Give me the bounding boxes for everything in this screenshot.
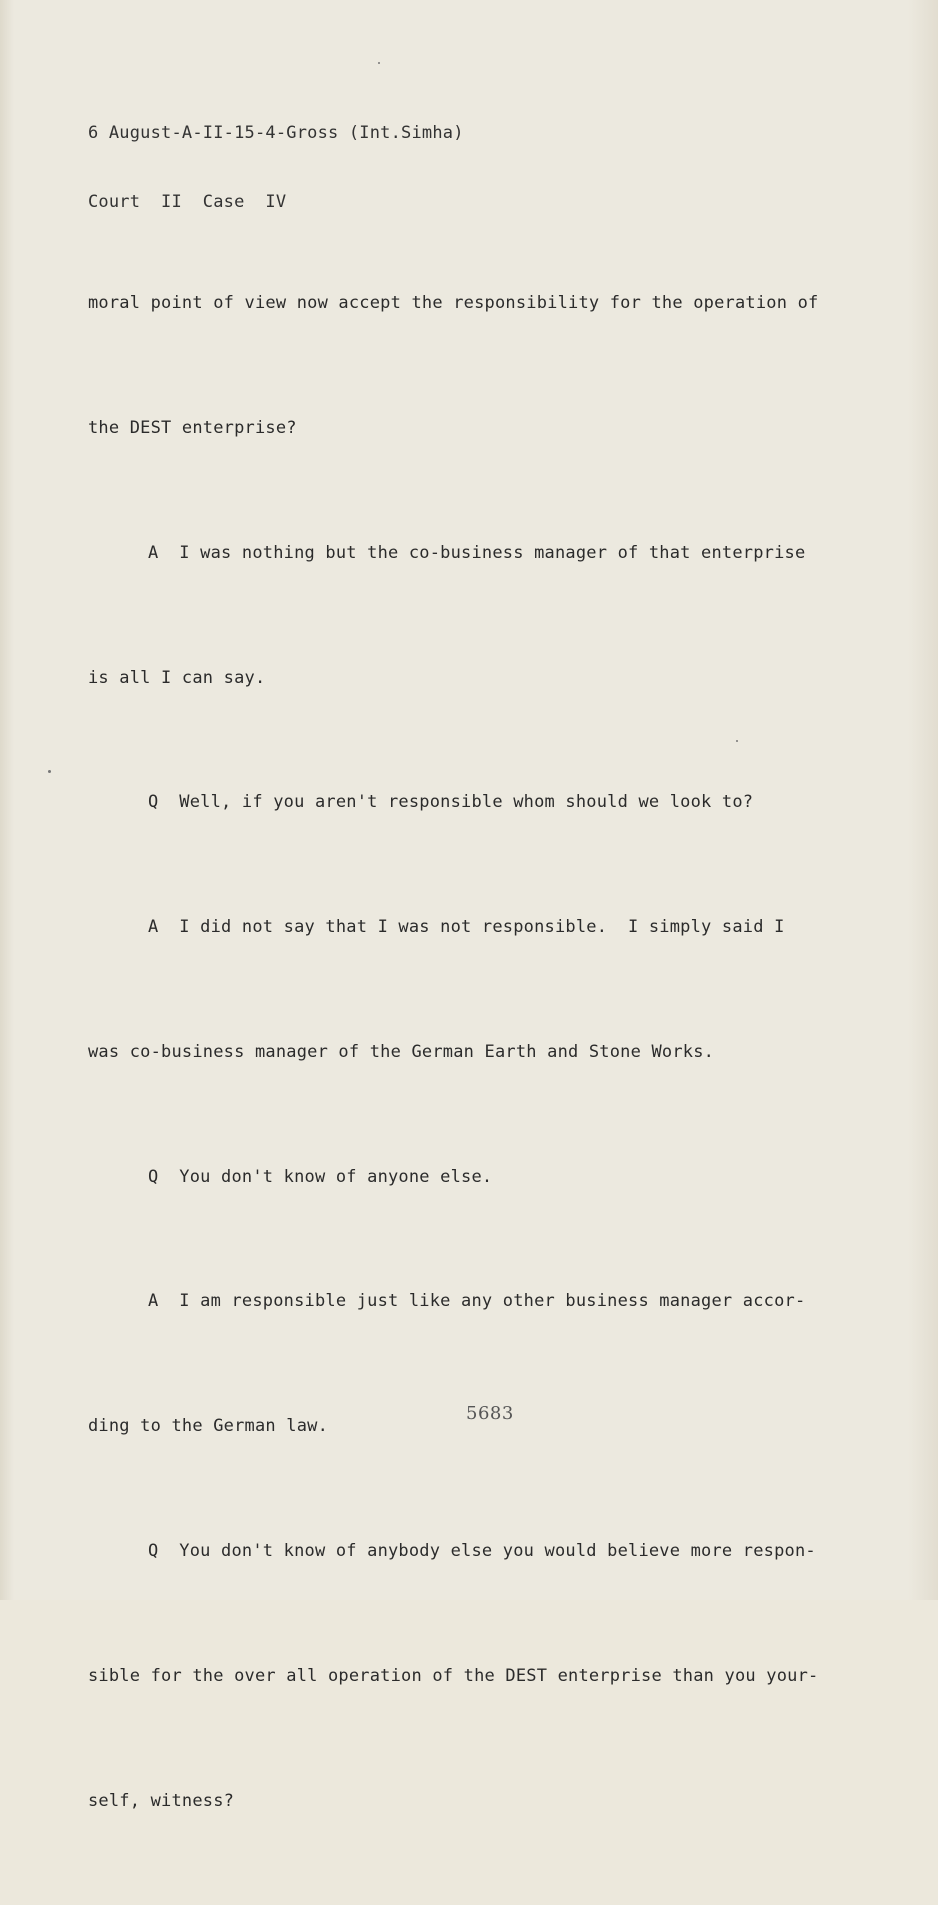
transcript-line-answer: A I am responsible just like any other business manager accor- xyxy=(148,1291,806,1312)
transcript-line: was co-business manager of the German Earth and Stone Works. xyxy=(88,1041,715,1062)
transcript-line: ding to the German law. xyxy=(88,1416,329,1437)
transcript-line: the DEST enterprise? xyxy=(88,417,297,438)
transcript-line: self, witness? xyxy=(88,1790,235,1811)
paper-speck xyxy=(378,62,380,64)
transcript-line-question: Q You don't know of anyone else. xyxy=(148,1166,493,1187)
transcript-line: sible for the over all operation of the DEST enterprise than you your- xyxy=(88,1665,819,1686)
paper-speck xyxy=(48,770,51,773)
transcript-line-question: Q Well, if you aren't responsible whom should we look to? xyxy=(148,792,754,813)
transcript-line-answer: A I did not say that I was not responsible. I simply said I xyxy=(148,917,785,938)
transcript-line-question: Q You don't know of anybody else you would believe more respon- xyxy=(148,1541,816,1561)
transcript-line: moral point of view now accept the responsibility for the operation of xyxy=(88,293,819,314)
transcript-body xyxy=(88,200,818,1905)
transcript-line: is all I can say. xyxy=(88,667,266,688)
paper-speck xyxy=(736,740,738,742)
header-line-court: Court II Case IV xyxy=(88,192,287,212)
transcript-line-answer: A I was nothing but the co-business manager of that enterprise xyxy=(148,542,806,563)
header-line-session: 6 August-A-II-15-4-Gross (Int.Simha) xyxy=(88,123,464,143)
page-number: 5683 xyxy=(466,1403,514,1424)
